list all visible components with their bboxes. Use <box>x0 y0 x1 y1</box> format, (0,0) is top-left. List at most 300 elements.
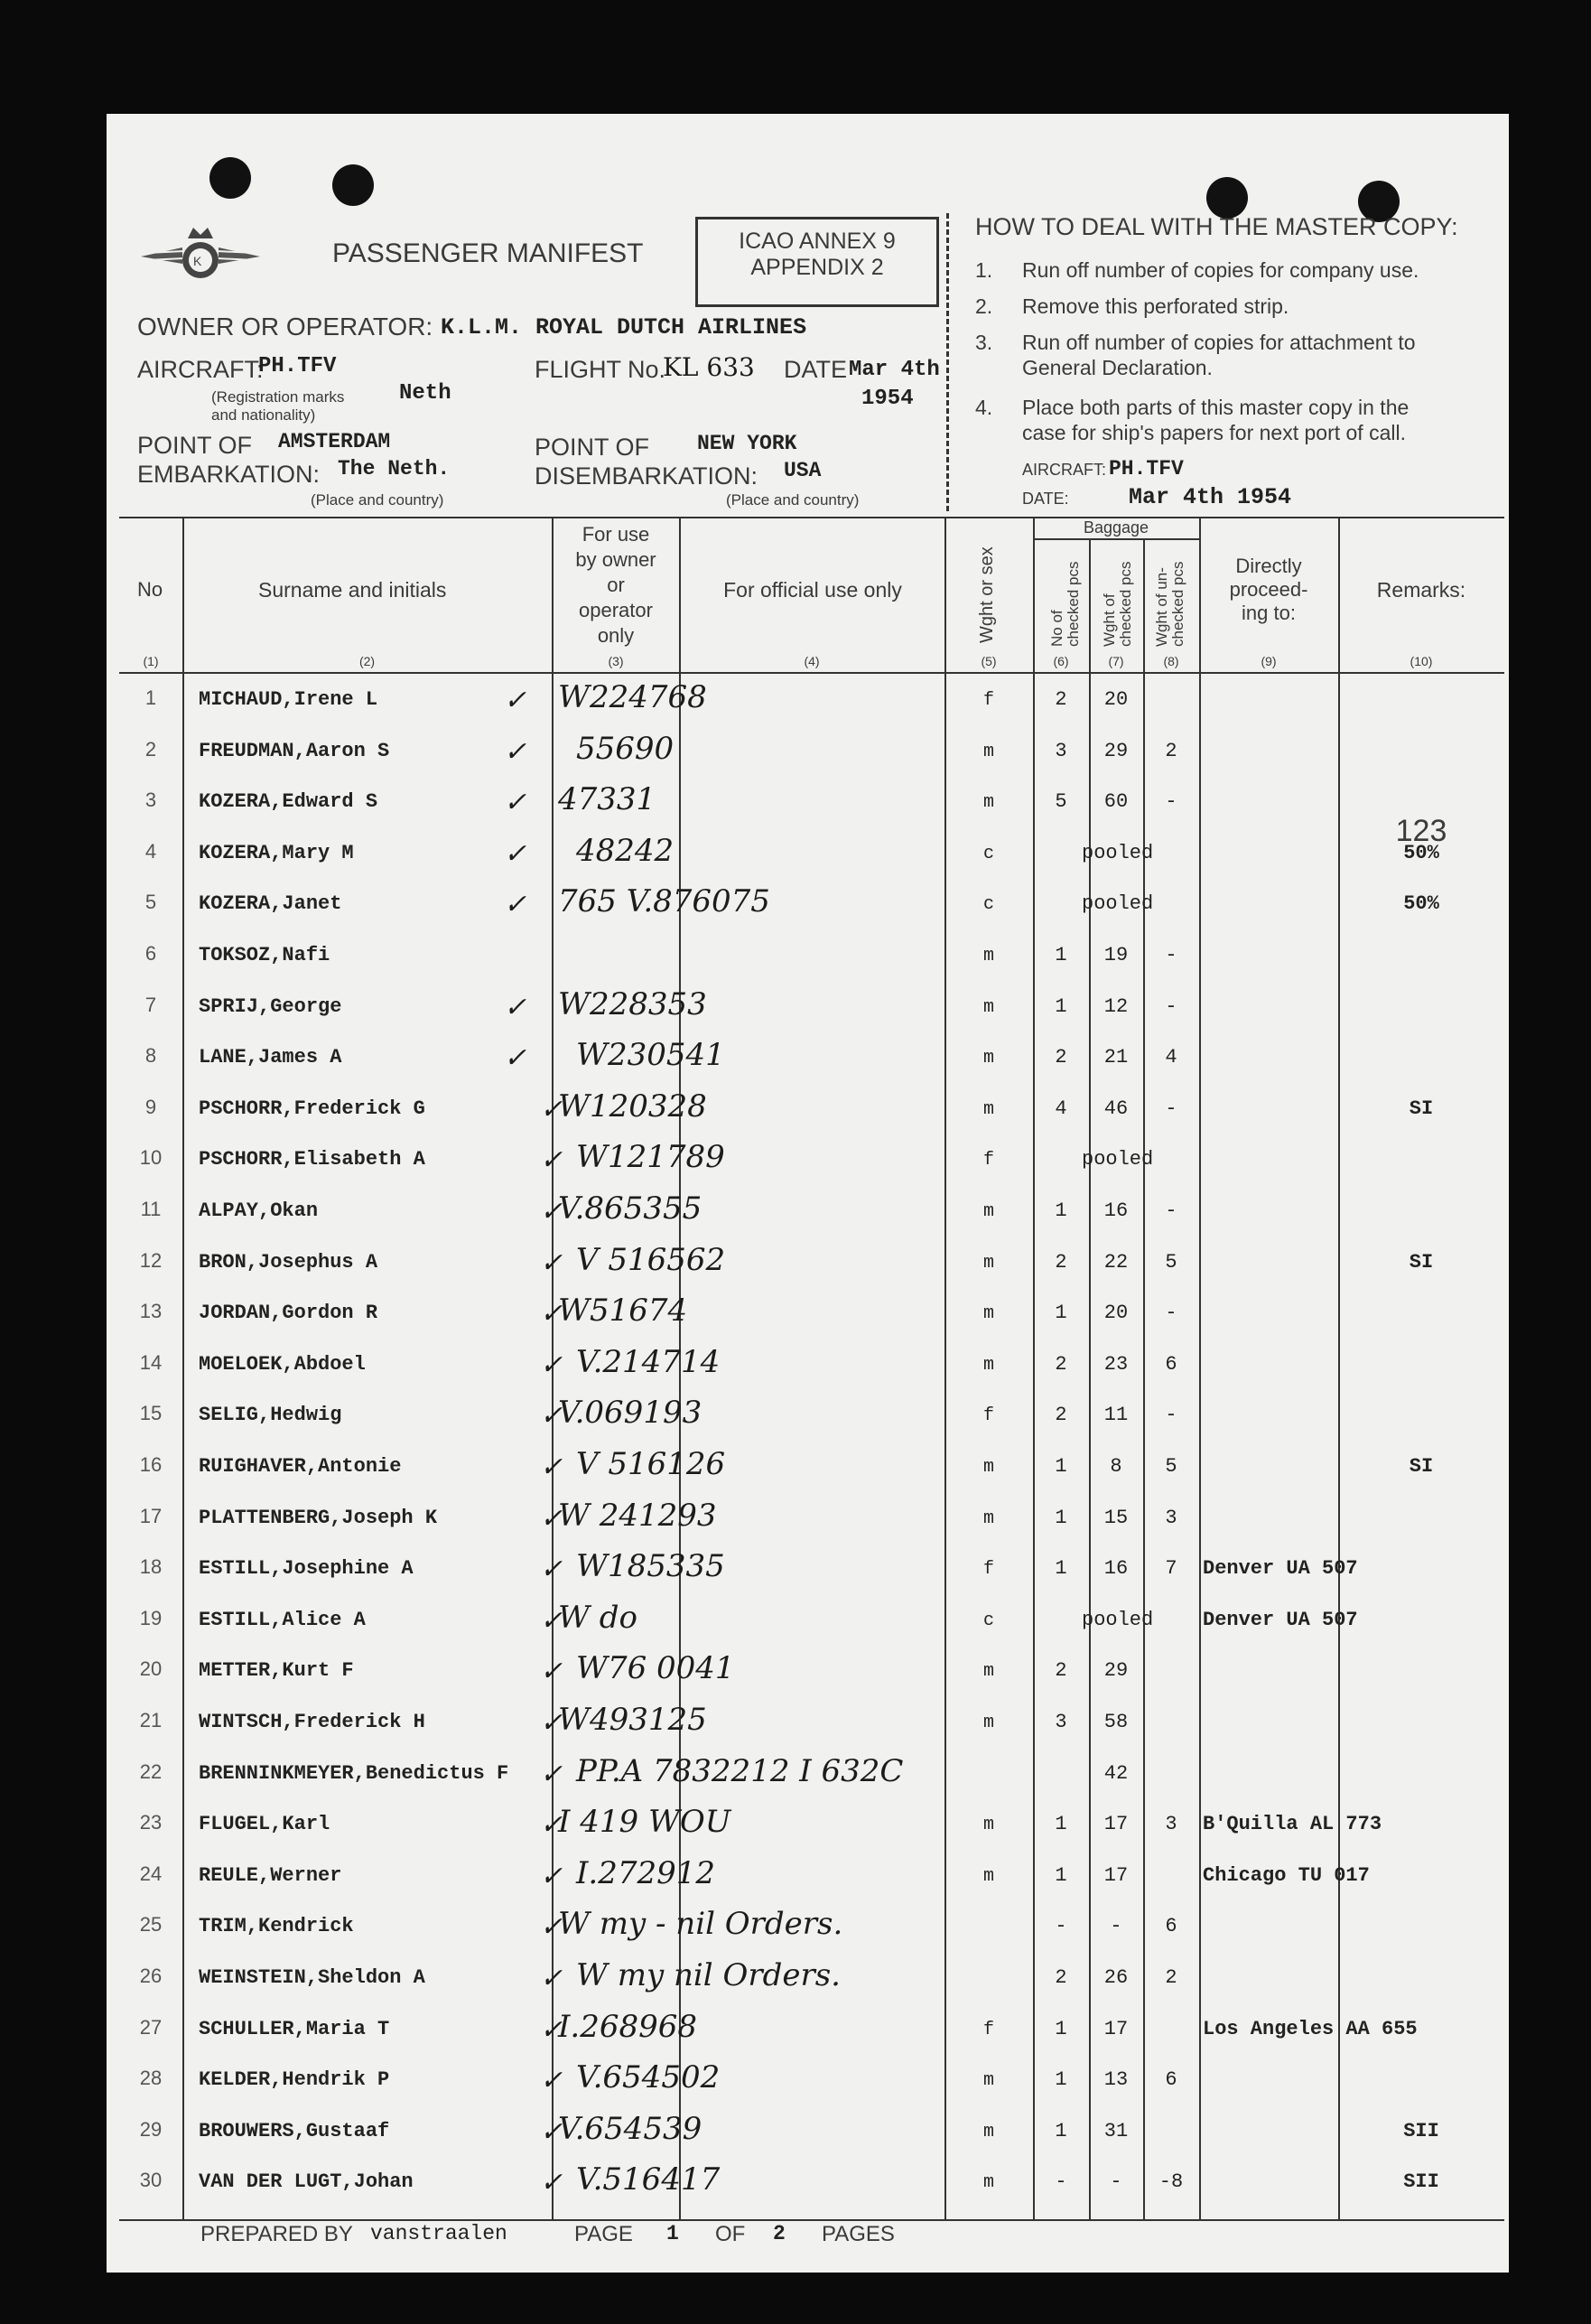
row-checked-wght: 20 <box>1103 688 1129 711</box>
manifest-sheet <box>107 114 1509 2273</box>
page-title: PASSENGER MANIFEST <box>332 238 644 268</box>
row-checked-pcs: 1 <box>1055 1557 1067 1580</box>
row-checked-wght: 17 <box>1103 2018 1129 2040</box>
handwritten-note: W120328 <box>558 1088 707 1125</box>
row-pooled: pooled <box>1082 892 1154 915</box>
row-number: 1 <box>144 686 157 709</box>
row-sex: m <box>982 1048 994 1069</box>
row-checked-pcs: 4 <box>1055 1097 1067 1120</box>
col-number: (7) <box>1108 654 1124 668</box>
row-checked-wght: 8 <box>1110 1455 1122 1478</box>
row-number: 9 <box>144 1096 157 1118</box>
checkmark-icon: ✓ <box>540 1656 563 1687</box>
handwritten-note: W185335 <box>576 1548 725 1584</box>
row-checked-wght: 26 <box>1103 1966 1129 1989</box>
checkmark-icon: ✓ <box>540 1605 563 1637</box>
header-line: Directly <box>1235 555 1302 577</box>
prepared-value: vanstraalen <box>370 2222 507 2245</box>
of-value: 2 <box>773 2222 786 2245</box>
col-number: (6) <box>1053 654 1069 668</box>
place-note: (Place and country) <box>311 491 444 509</box>
checkmark-icon: ✓ <box>504 992 527 1023</box>
passenger-name: REULE,Werner <box>199 1864 342 1887</box>
row-checked-wght: 13 <box>1103 2068 1129 2091</box>
row-checked-wght: 22 <box>1103 1251 1129 1274</box>
row-checked-pcs: 1 <box>1055 944 1067 966</box>
row-sex: m <box>982 1661 994 1682</box>
handwritten-note: PP.A 7832212 I 632C <box>576 1753 904 1789</box>
row-checked-pcs: 1 <box>1055 1302 1067 1324</box>
row-unchecked: - <box>1165 1199 1177 1222</box>
row-checked-pcs: 1 <box>1055 1864 1067 1887</box>
passenger-name: MICHAUD,Irene L <box>199 688 378 711</box>
row-checked-pcs: 2 <box>1055 688 1067 711</box>
row-checked-pcs: 1 <box>1055 1507 1067 1529</box>
row-sex: m <box>982 1866 994 1887</box>
row-checked-pcs: - <box>1055 2170 1067 2193</box>
punch-hole-icon <box>332 164 374 206</box>
row-remarks: SI <box>1409 1455 1434 1478</box>
col-number: (3) <box>608 654 624 668</box>
instructions-title: HOW TO DEAL WITH THE MASTER COPY: <box>975 213 1458 240</box>
handwritten-note: I.268968 <box>558 2009 698 2045</box>
row-unchecked: - <box>1165 1302 1177 1324</box>
row-checked-wght: 20 <box>1103 1302 1129 1324</box>
embark-value: The Neth. <box>338 457 451 481</box>
instruction-number: 3. <box>975 331 993 354</box>
header-line: checked pcs <box>1065 561 1082 647</box>
row-checked-pcs: 1 <box>1055 1813 1067 1835</box>
row-remarks: SI <box>1409 1097 1434 1120</box>
handwritten-note: V 516126 <box>576 1446 726 1482</box>
row-number: 26 <box>139 1965 163 1987</box>
row-sex: m <box>982 1201 994 1222</box>
row-number: 15 <box>139 1402 163 1424</box>
checkmark-icon: ✓ <box>504 838 527 870</box>
handwritten-note: V.516417 <box>576 2161 721 2198</box>
row-sex: f <box>982 1559 994 1580</box>
row-number: 23 <box>139 1811 163 1834</box>
row-checked-wght: 12 <box>1103 995 1129 1018</box>
row-number: 10 <box>139 1146 163 1169</box>
disembark-value: NEW YORK <box>697 432 797 455</box>
perforation-line <box>946 213 949 511</box>
row-unchecked: 6 <box>1165 1353 1177 1376</box>
row-number: 5 <box>144 891 157 913</box>
row-sex: m <box>982 1815 994 1835</box>
row-number: 16 <box>139 1453 163 1476</box>
row-checked-wght: 29 <box>1103 1659 1129 1682</box>
checkmark-icon: ✓ <box>540 1144 563 1176</box>
row-number: 20 <box>139 1657 163 1680</box>
klm-crown-logo-icon <box>137 220 264 293</box>
col-number: (9) <box>1261 654 1277 668</box>
col-owner-use-line: For use <box>582 523 650 546</box>
row-sex: c <box>982 1610 994 1631</box>
row-unchecked: 2 <box>1165 740 1177 762</box>
header-line: ing to: <box>1242 602 1296 624</box>
row-checked-wght: 11 <box>1103 1404 1129 1426</box>
col-checked-wght-header <box>1102 562 1134 648</box>
row-checked-pcs: 5 <box>1055 790 1067 813</box>
flight-label: FLIGHT No. <box>535 356 666 383</box>
disembark-label: POINT OF <box>535 434 650 461</box>
date-value: Mar 4th <box>849 358 940 382</box>
row-number: 3 <box>144 789 157 811</box>
handwritten-note: 47331 <box>558 781 656 817</box>
handwritten-note: V.654502 <box>576 2059 721 2095</box>
passenger-name: SCHULLER,Maria T <box>199 2018 390 2040</box>
row-unchecked: 2 <box>1165 1966 1177 1989</box>
row-unchecked: -8 <box>1158 2170 1184 2193</box>
handwritten-note: W224768 <box>558 679 707 715</box>
col-unchecked-header <box>1154 562 1186 648</box>
passenger-name: KELDER,Hendrik P <box>199 2068 390 2091</box>
row-destination: Denver UA 507 <box>1203 1609 1358 1631</box>
date-year: 1954 <box>861 387 914 411</box>
embark-label: EMBARKATION: <box>137 461 321 488</box>
prepared-label: PREPARED BY <box>200 2222 353 2246</box>
col-number: (2) <box>358 654 376 668</box>
icao-box <box>695 217 939 307</box>
checkmark-icon: ✓ <box>504 889 527 920</box>
row-sex: m <box>982 742 994 762</box>
flight-value: KL 633 <box>663 352 755 382</box>
col-no-header: No <box>137 578 163 601</box>
passenger-name: WEINSTEIN,Sheldon A <box>199 1966 425 1989</box>
handwritten-note: W228353 <box>558 986 707 1022</box>
row-checked-wght: 58 <box>1103 1711 1129 1733</box>
row-unchecked: 6 <box>1165 1915 1177 1937</box>
row-checked-pcs: 2 <box>1055 1046 1067 1069</box>
page-value: 1 <box>666 2222 679 2245</box>
passenger-name: ESTILL,Alice A <box>199 1609 366 1631</box>
row-checked-wght: 23 <box>1103 1353 1129 1376</box>
row-unchecked: - <box>1165 995 1177 1018</box>
handwritten-note: I 419 WOU <box>558 1804 731 1840</box>
passenger-name: LANE,James A <box>199 1046 342 1069</box>
row-number: 6 <box>144 942 157 965</box>
passenger-name: METTER,Kurt F <box>199 1659 354 1682</box>
row-destination: Chicago TU 017 <box>1203 1864 1370 1887</box>
col-directly-header <box>1199 555 1338 625</box>
row-sex: c <box>982 844 994 864</box>
passenger-name: KOZERA,Edward S <box>199 790 378 813</box>
passenger-name: RUIGHAVER,Antonie <box>199 1455 402 1478</box>
handwritten-note: V 516562 <box>576 1242 726 1278</box>
col-owner-use-line: only <box>597 624 635 647</box>
col-checked-pcs-header <box>1049 562 1082 648</box>
row-number: 28 <box>139 2067 163 2089</box>
checkmark-icon: ✓ <box>540 2014 563 2046</box>
row-sex: m <box>982 1099 994 1120</box>
row-unchecked: 4 <box>1165 1046 1177 1069</box>
row-checked-pcs: 1 <box>1055 1455 1067 1478</box>
row-checked-wght: 17 <box>1103 1813 1129 1835</box>
col-official-header: For official use only <box>723 578 902 602</box>
col-surname-header: Surname and initials <box>258 578 447 602</box>
header-line: Wght of <box>1101 593 1118 647</box>
handwritten-note: W my nil Orders. <box>576 1957 841 1993</box>
handwritten-note: W 241293 <box>558 1498 717 1534</box>
row-remarks: 123 <box>1395 814 1447 848</box>
row-checked-wght: 17 <box>1103 1864 1129 1887</box>
passenger-name: KOZERA,Mary M <box>199 842 354 864</box>
row-destination: Denver UA 507 <box>1203 1557 1358 1580</box>
col-weight-header: Wght or sex <box>977 546 997 643</box>
row-destination: Los Angeles AA 655 <box>1203 2018 1418 2040</box>
svg-text:K: K <box>193 254 202 268</box>
disembark-value: USA <box>784 459 822 482</box>
handwritten-note: I.272912 <box>576 1855 716 1891</box>
handwritten-note: V.069193 <box>558 1395 702 1431</box>
col-number: (8) <box>1163 654 1179 668</box>
checkmark-icon: ✓ <box>540 1196 563 1227</box>
row-sex: m <box>982 1457 994 1478</box>
row-sex: f <box>982 1405 994 1426</box>
checkmark-icon: ✓ <box>540 1400 563 1432</box>
passenger-name: BRENNINKMEYER,Benedictus F <box>199 1762 509 1785</box>
row-number: 4 <box>144 840 157 863</box>
handwritten-note: W493125 <box>558 1702 707 1738</box>
header-line: No of <box>1048 610 1065 647</box>
row-unchecked: 3 <box>1165 1813 1177 1835</box>
row-checked-wght: - <box>1110 2170 1122 2193</box>
instr-date-value: Mar 4th 1954 <box>1129 484 1292 510</box>
row-pooled: pooled <box>1082 1148 1154 1171</box>
row-checked-pcs: 1 <box>1055 995 1067 1018</box>
instr-aircraft-value: PH.TFV <box>1109 457 1184 481</box>
instruction-text: Run off number of copies for company use. <box>1022 258 1419 282</box>
row-checked-wght: - <box>1110 1915 1122 1937</box>
row-unchecked: 5 <box>1165 1251 1177 1274</box>
row-number: 13 <box>139 1300 163 1322</box>
checkmark-icon: ✓ <box>540 1503 563 1535</box>
row-unchecked: 3 <box>1165 1507 1177 1529</box>
col-number: (10) <box>1410 654 1433 668</box>
handwritten-note: 48242 <box>576 833 675 869</box>
col-owner-use-line: or <box>607 574 625 596</box>
row-checked-pcs: 2 <box>1055 1404 1067 1426</box>
row-checked-wght: 29 <box>1103 740 1129 762</box>
checkmark-icon: ✓ <box>504 736 527 768</box>
checkmark-icon: ✓ <box>540 1298 563 1330</box>
header-line: checked pcs <box>1117 561 1134 647</box>
checkmark-icon: ✓ <box>540 2116 563 2148</box>
checkmark-icon: ✓ <box>540 1707 563 1739</box>
date-label: DATE <box>784 356 848 383</box>
row-checked-pcs: 2 <box>1055 1659 1067 1682</box>
row-checked-wght: 46 <box>1103 1097 1129 1120</box>
icao-annex-label: ICAO ANNEX 9 <box>739 229 896 254</box>
handwritten-note: 55690 <box>576 731 675 767</box>
row-sex: m <box>982 2172 994 2193</box>
row-checked-wght: 16 <box>1103 1557 1129 1580</box>
row-number: 14 <box>139 1351 163 1374</box>
aircraft-nationality: Neth <box>399 381 451 406</box>
handwritten-note: W51674 <box>558 1293 688 1329</box>
row-number: 30 <box>139 2169 163 2191</box>
checkmark-icon: ✓ <box>540 1349 563 1381</box>
passenger-name: BRON,Josephus A <box>199 1251 378 1274</box>
row-number: 21 <box>139 1709 163 1731</box>
passenger-name: JORDAN,Gordon R <box>199 1302 378 1324</box>
row-unchecked: 5 <box>1165 1455 1177 1478</box>
header-line: checked pcs <box>1169 561 1186 647</box>
row-sex: m <box>982 1355 994 1376</box>
row-sex: m <box>982 1508 994 1529</box>
row-checked-pcs: 2 <box>1055 1251 1067 1274</box>
row-checked-wght: 42 <box>1103 1762 1129 1785</box>
instruction-number: 1. <box>975 258 993 282</box>
row-checked-pcs: 1 <box>1055 1199 1067 1222</box>
row-sex: m <box>982 792 994 813</box>
instruction-text: Place both parts of this master copy in the <box>1022 396 1410 419</box>
row-checked-pcs: 1 <box>1055 2018 1067 2040</box>
row-remarks: 50% <box>1403 842 1439 864</box>
checkmark-icon: ✓ <box>540 1911 563 1943</box>
passenger-name: ESTILL,Josephine A <box>199 1557 414 1580</box>
passenger-name: SPRIJ,George <box>199 995 342 1018</box>
disembark-label: DISEMBARKATION: <box>535 462 758 490</box>
row-number: 7 <box>144 994 157 1016</box>
row-pooled: pooled <box>1082 842 1154 864</box>
passenger-name: FLUGEL,Karl <box>199 1813 330 1835</box>
checkmark-icon: ✓ <box>540 2167 563 2198</box>
handwritten-note: W do <box>558 1600 637 1636</box>
handwritten-note: V.654539 <box>558 2111 702 2147</box>
checkmark-icon: ✓ <box>540 1861 563 1892</box>
row-checked-pcs: 2 <box>1055 1353 1067 1376</box>
row-checked-wght: 19 <box>1103 944 1129 966</box>
checkmark-icon: ✓ <box>540 1247 563 1279</box>
row-number: 8 <box>144 1044 157 1067</box>
row-checked-wght: 60 <box>1103 790 1129 813</box>
registration-note: (Registration marks <box>211 388 345 406</box>
place-note: (Place and country) <box>726 491 860 509</box>
row-sex: m <box>982 946 994 966</box>
handwritten-note: W230541 <box>576 1037 725 1073</box>
passenger-name: FREUDMAN,Aaron S <box>199 740 390 762</box>
checkmark-icon: ✓ <box>504 685 527 716</box>
row-sex: m <box>982 2070 994 2091</box>
checkmark-icon: ✓ <box>540 1554 563 1585</box>
row-unchecked: - <box>1165 1404 1177 1426</box>
punch-hole-icon <box>209 157 251 199</box>
col-owner-use-header <box>553 522 679 649</box>
embark-label: POINT OF <box>137 432 253 459</box>
col-number: (4) <box>804 654 820 668</box>
col-number: (1) <box>143 654 159 668</box>
instruction-text: General Declaration. <box>1022 356 1213 379</box>
row-checked-wght: 21 <box>1103 1046 1129 1069</box>
passenger-name: WINTSCH,Frederick H <box>199 1711 425 1733</box>
col-baggage-header: Baggage <box>1083 518 1149 537</box>
page-label: PAGE <box>574 2222 633 2246</box>
row-unchecked: - <box>1165 944 1177 966</box>
checkmark-icon: ✓ <box>540 1094 563 1125</box>
row-checked-wght: 16 <box>1103 1199 1129 1222</box>
checkmark-icon: ✓ <box>540 1451 563 1483</box>
row-number: 2 <box>144 738 157 761</box>
passenger-name: PSCHORR,Frederick G <box>199 1097 425 1120</box>
row-checked-pcs: 3 <box>1055 1711 1067 1733</box>
row-checked-pcs: 2 <box>1055 1966 1067 1989</box>
row-checked-pcs: 1 <box>1055 2120 1067 2142</box>
row-sex: m <box>982 1253 994 1274</box>
handwritten-note: 765 V.876075 <box>558 883 770 919</box>
header-line: Wght of un- <box>1153 567 1170 647</box>
passenger-name: PLATTENBERG,Joseph K <box>199 1507 438 1529</box>
row-number: 29 <box>139 2118 163 2141</box>
row-remarks: 50% <box>1403 892 1439 915</box>
row-pooled: pooled <box>1082 1609 1154 1631</box>
col-remarks-header: Remarks: <box>1376 578 1466 602</box>
embark-value: AMSTERDAM <box>278 430 391 453</box>
pages-label: PAGES <box>822 2222 895 2246</box>
passenger-name: VAN DER LUGT,Johan <box>199 2170 414 2193</box>
checkmark-icon: ✓ <box>540 2065 563 2096</box>
row-number: 22 <box>139 1760 163 1783</box>
row-checked-pcs: 3 <box>1055 740 1067 762</box>
checkmark-icon: ✓ <box>504 787 527 818</box>
icao-appendix-label: APPENDIX 2 <box>750 255 884 280</box>
row-number: 24 <box>139 1862 163 1885</box>
instruction-number: 2. <box>975 294 993 318</box>
passenger-name: TOKSOZ,Nafi <box>199 944 330 966</box>
row-number: 11 <box>140 1198 162 1220</box>
owner-label: OWNER OR OPERATOR: <box>137 313 433 341</box>
instruction-text: Remove this perforated strip. <box>1022 294 1289 318</box>
row-number: 12 <box>139 1249 163 1272</box>
row-sex: m <box>982 1713 994 1733</box>
instruction-text: Run off number of copies for attachment to <box>1022 331 1416 354</box>
row-sex: f <box>982 690 994 711</box>
row-unchecked: 6 <box>1165 2068 1177 2091</box>
col-owner-use-line: by owner <box>575 548 656 571</box>
handwritten-note: V.214714 <box>576 1344 721 1380</box>
row-sex: m <box>982 997 994 1018</box>
instruction-number: 4. <box>975 396 993 419</box>
aircraft-value: PH.TFV <box>258 354 337 378</box>
handwritten-note: V.865355 <box>558 1190 702 1227</box>
passenger-name: MOELOEK,Abdoel <box>199 1353 366 1376</box>
row-sex: f <box>982 2020 994 2040</box>
checkmark-icon: ✓ <box>540 1759 563 1790</box>
row-number: 19 <box>139 1607 163 1629</box>
handwritten-note: W121789 <box>576 1139 725 1175</box>
row-number: 17 <box>139 1505 163 1527</box>
row-checked-wght: 31 <box>1103 2120 1129 2142</box>
handwritten-note: W my - nil Orders. <box>558 1906 843 1942</box>
row-checked-pcs: 1 <box>1055 2068 1067 2091</box>
row-remarks: SII <box>1403 2170 1439 2193</box>
passenger-name: BROUWERS,Gustaaf <box>199 2120 390 2142</box>
row-remarks: SII <box>1403 2120 1439 2142</box>
row-number: 18 <box>139 1555 163 1578</box>
passenger-name: KOZERA,Janet <box>199 892 342 915</box>
checkmark-icon: ✓ <box>540 1809 563 1841</box>
row-unchecked: 7 <box>1165 1557 1177 1580</box>
col-number: (5) <box>981 654 997 668</box>
header-line: proceed- <box>1229 578 1308 601</box>
instruction-text: case for ship's papers for next port of call. <box>1022 421 1406 444</box>
col-owner-use-line: operator <box>579 599 653 621</box>
passenger-name: TRIM,Kendrick <box>199 1915 354 1937</box>
row-number: 25 <box>139 1913 163 1936</box>
checkmark-icon: ✓ <box>540 1963 563 1994</box>
aircraft-label: AIRCRAFT: <box>137 356 264 383</box>
